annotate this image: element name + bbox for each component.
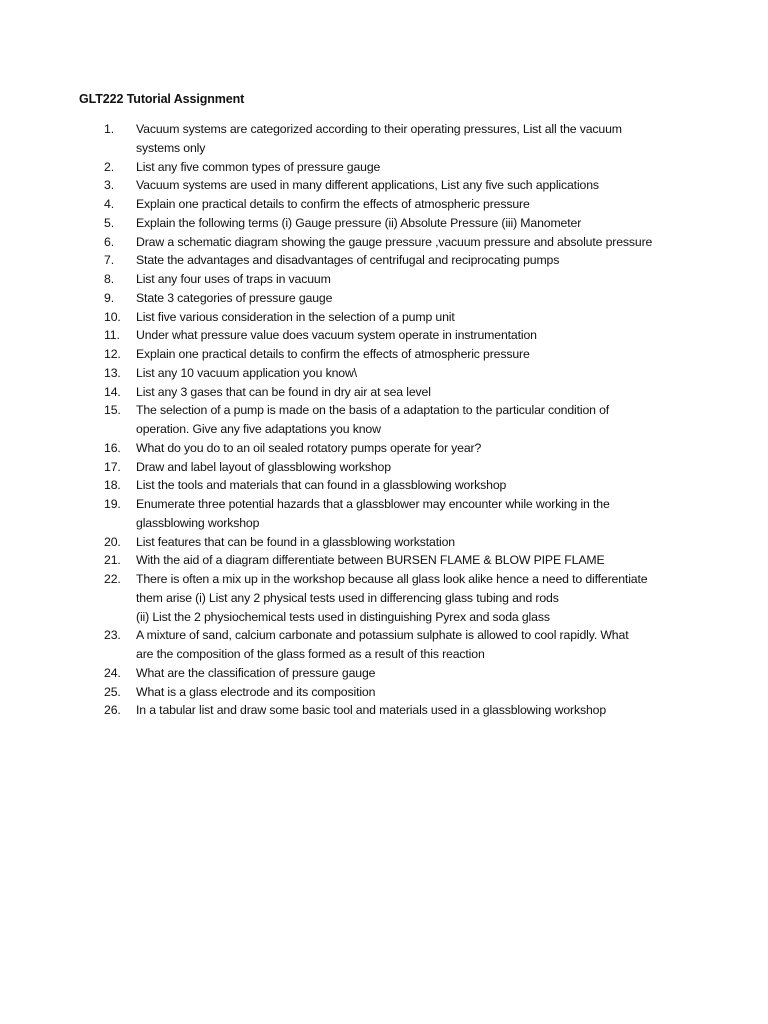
question-number: 14. (104, 384, 121, 399)
question-item (0, 195, 768, 214)
question-item (0, 251, 768, 270)
question-text-line: are the composition of the glass formed as a result of this reaction (136, 647, 485, 661)
question-text-line: List five various consideration in the selection of a pump unit (136, 309, 455, 324)
question-text-line: State 3 categories of pressure gauge (136, 290, 333, 305)
question-text-line: What is a glass electrode and its composition (136, 684, 376, 699)
question-item (0, 233, 768, 252)
question-number: 20. (104, 534, 121, 549)
question-text-line: operation. Give any five adaptations you know (136, 422, 381, 436)
question-text-line: List any five common types of pressure gauge (136, 159, 381, 174)
question-text-line: Explain the following terms (i) Gauge pressure (ii) Absolute Pressure (iii) Manometer (136, 215, 582, 230)
question-number: 10. (104, 309, 121, 324)
question-number: 26. (104, 703, 121, 718)
question-text-line: Draw a schematic diagram showing the gauge pressure ,vacuum pressure and absolute pressure (136, 234, 653, 249)
document-title: GLT222 Tutorial Assignment (79, 92, 245, 106)
question-item (0, 326, 768, 345)
question-item (0, 401, 768, 439)
question-number: 13. (104, 365, 121, 380)
question-text-line: What are the classification of pressure gauge (136, 665, 376, 680)
question-item (0, 683, 768, 702)
question-text-line: A mixture of sand, calcium carbonate and potassium sulphate is allowed to cool rapidly. What (136, 628, 629, 643)
question-item (0, 176, 768, 195)
question-number: 4. (104, 197, 114, 211)
question-text-line: What do you do to an oil sealed rotatory pumps operate for year? (136, 440, 482, 455)
question-text-line: Vacuum systems are used in many different applications, List any five such applications (136, 178, 599, 193)
question-item (0, 308, 768, 327)
question-text-line: (ii) List the 2 physiochemical tests used in distinguishing Pyrex and soda glass (136, 609, 550, 624)
question-text-line: List any 3 gases that can be found in dry air at sea level (136, 384, 431, 399)
question-item (0, 626, 768, 664)
question-item (0, 664, 768, 683)
question-number: 25. (104, 684, 121, 699)
question-text-line: Explain one practical details to confirm the effects of atmospheric pressure (136, 197, 530, 211)
question-item (0, 364, 768, 383)
question-number: 2. (104, 159, 114, 174)
question-text-line: There is often a mix up in the workshop because all glass look alike hence a need to differentiate (136, 572, 648, 586)
question-item (0, 439, 768, 458)
question-number: 5. (104, 215, 114, 230)
question-item (0, 120, 768, 158)
question-item (0, 551, 768, 570)
question-text-line: List features that can be found in a glassblowing workstation (136, 534, 455, 549)
question-number: 7. (104, 253, 114, 268)
question-number: 21. (104, 553, 121, 568)
question-item (0, 345, 768, 364)
question-number: 8. (104, 272, 114, 286)
question-number: 16. (104, 440, 121, 455)
question-number: 18. (104, 478, 121, 493)
question-text-line: State the advantages and disadvantages of centrifugal and reciprocating pumps (136, 253, 560, 268)
question-number: 11. (104, 328, 120, 343)
question-number: 24. (104, 665, 121, 680)
question-text-line: Explain one practical details to confirm the effects of atmospheric pressure (136, 347, 530, 361)
question-text-line: With the aid of a diagram differentiate between BURSEN FLAME & BLOW PIPE FLAME (136, 553, 605, 568)
question-item (0, 458, 768, 477)
question-item (0, 158, 768, 177)
question-text-line: Under what pressure value does vacuum system operate in instrumentation (136, 328, 537, 343)
question-text-line: List any 10 vacuum application you know\ (136, 365, 357, 380)
question-item (0, 570, 768, 626)
question-number: 22. (104, 572, 121, 586)
question-number: 23. (104, 628, 121, 643)
question-text-line: List the tools and materials that can found in a glassblowing workshop (136, 478, 507, 493)
question-item (0, 533, 768, 552)
question-text-line: Enumerate three potential hazards that a glassblower may encounter while working in the (136, 497, 610, 511)
question-item (0, 289, 768, 308)
question-text-line: them arise (i) List any 2 physical tests used in differencing glass tubing and rods (136, 590, 559, 605)
question-text-line: In a tabular list and draw some basic tool and materials used in a glassblowing workshop (136, 703, 607, 718)
question-text-line: Vacuum systems are categorized according to their operating pressures, List all the vacuum (136, 122, 622, 136)
question-number: 19. (104, 497, 121, 511)
question-item (0, 476, 768, 495)
question-text-line: Draw and label layout of glassblowing workshop (136, 459, 391, 474)
question-text-line: systems only (136, 140, 206, 155)
question-item (0, 495, 768, 533)
question-item (0, 701, 768, 720)
question-item (0, 270, 768, 289)
question-text-line: glassblowing workshop (136, 515, 260, 530)
question-number: 15. (104, 403, 121, 418)
question-number: 17. (104, 459, 121, 474)
question-number: 1. (104, 122, 114, 136)
question-item (0, 214, 768, 233)
question-number: 3. (104, 178, 114, 193)
question-text-line: The selection of a pump is made on the basis of a adaptation to the particular condition of (136, 403, 610, 418)
question-number: 6. (104, 234, 114, 249)
question-text-line: List any four uses of traps in vacuum (136, 272, 331, 286)
question-item (0, 383, 768, 402)
question-number: 12. (104, 347, 121, 361)
question-number: 9. (104, 290, 114, 305)
question-list (0, 120, 768, 720)
